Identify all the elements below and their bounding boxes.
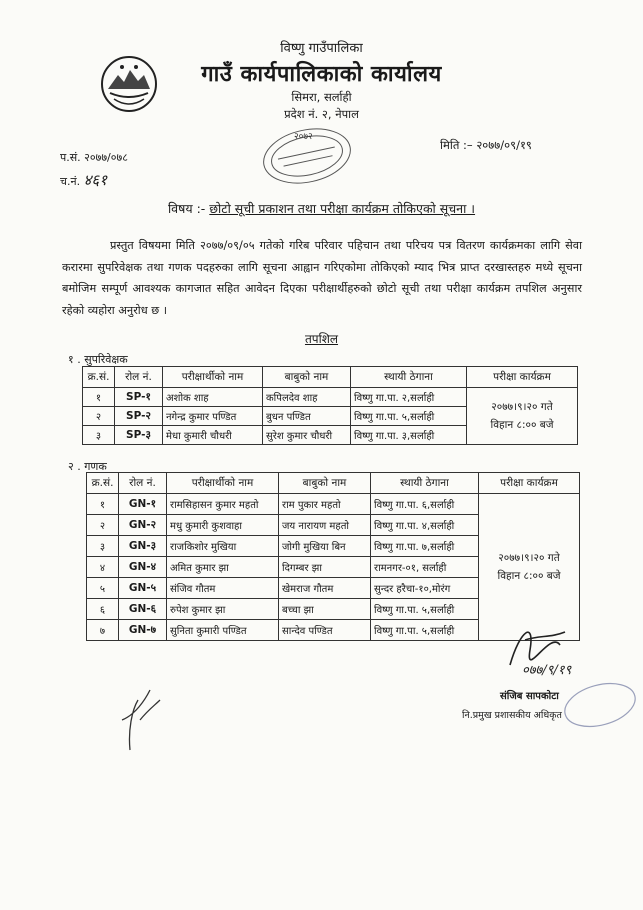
col-sn: क्र.सं. [87,473,119,494]
col-father: बाबुको नाम [263,367,351,388]
cell-name: संजिव गौतम [167,578,279,599]
cell-father: कपिलदेव शाह [263,388,351,407]
letter-date: मिति :– २०७७/०९/१९ [440,138,532,152]
office-place: सिमरा, सर्लाही [291,90,352,104]
cell-father: राम पुकार महतो [279,494,371,515]
col-program: परीक्षा कार्यक्रम [467,367,578,388]
cell-name: नगेन्द्र कुमार पण्डित [163,407,263,426]
cell-roll: GN-१ [119,494,167,515]
tapsil-heading: तपशिल [304,332,339,346]
cell-sn: २ [83,407,115,426]
cell-sn: ३ [87,536,119,557]
cell-father: जोगी मुखिया बिन [279,536,371,557]
cell-sn: ३ [83,426,115,445]
table-header-row [83,367,578,388]
cell-roll: GN-५ [119,578,167,599]
office-title: गाउँ कार्यपालिकाको कार्यालय [201,62,442,87]
cell-roll: GN-२ [119,515,167,536]
cell-sn: ६ [87,599,119,620]
body-paragraph [62,235,582,321]
faded-stamp [560,680,640,730]
cell-address: विष्णु गा.पा. ५,सर्लाही [371,599,479,620]
signatory-name: संजिब सापकोटा [500,691,559,702]
section2-title: २ . गणक [68,460,107,473]
col-program: परीक्षा कार्यक्रम [479,473,580,494]
cell-address: विष्णु गा.पा. ७,सर्लाही [371,536,479,557]
cell-name: मधु कुमारी कुशवाहा [167,515,279,536]
office-seal-stamp [258,125,356,187]
cell-name: रुपेश कुमार झा [167,599,279,620]
col-father: बाबुको नाम [279,473,371,494]
cell-address: विष्णु गा.पा. ४,सर्लाही [371,515,479,536]
cell-name: अमित कुमार झा [167,557,279,578]
cell-father: दिगम्बर झा [279,557,371,578]
cell-father: सुरेश कुमार चौधरी [263,426,351,445]
patra-sankhya: प.सं. २०७७/०७८ [60,151,128,164]
cell-roll: GN-४ [119,557,167,578]
cell-roll: SP-२ [115,407,163,426]
body-text: प्रस्तुत विषयमा मिति २०७७/०९/०५ गतेको गरिब परिवार पहिचान तथा परिचय पत्र वितरण कार्यक्रमका लागि सेवा करारमा सुपरिवेक्षक तथा गणक पदहरुका लागि सूचना आह्वान गरिएकोमा तोकिएको म्याद भित्र प्राप्त दरखास्तहरु मध्ये सूचना बमोजिम सम्पूर्ण आवश्यक कागजात सहित आवेदन दिएका परीक्षार्थीहरुको छोटो सूची तथा परीक्षा कार्यक्रम तपशिल अनुसार रहेको व्यहोरा अनुरोध छ । [62,239,582,317]
cell-sn: १ [87,494,119,515]
cell-father: सान्देव पण्डित [279,620,371,641]
cell-sn: ५ [87,578,119,599]
municipality-name: विष्णु गाउँपालिका [280,41,363,56]
col-address: स्थायी ठेगाना [371,473,479,494]
cell-sn: २ [87,515,119,536]
cell-sn: ४ [87,557,119,578]
table-header-row [87,473,580,494]
handwritten-initials [110,670,170,760]
subject-text: छोटो सूची प्रकाशन तथा परीक्षा कार्यक्रम तोकिएको सूचना । [209,201,476,216]
cell-father: बच्चा झा [279,599,371,620]
cell-sn: १ [83,388,115,407]
cell-name: सुनिता कुमारी पण्डित [167,620,279,641]
exam-time: विहान ८:०० बजे [490,419,554,431]
signatory-title: नि.प्रमुख प्रशासकीय अधिकृत [462,710,562,721]
exam-date: २०७७।९।२० गते [491,401,553,413]
col-sn: क्र.सं. [83,367,115,388]
cell-address: रामनगर-०१, सर्लाही [371,557,479,578]
cell-roll: SP-३ [115,426,163,445]
cell-name: राजकिशोर मुखिया [167,536,279,557]
cell-address: विष्णु गा.पा. ६,सर्लाही [371,494,479,515]
cell-roll: GN-७ [119,620,167,641]
col-address: स्थायी ठेगाना [351,367,467,388]
col-roll: रोल नं. [115,367,163,388]
cell-address: सुन्दर हरैचा-१०,मोरंग [371,578,479,599]
table-row [83,388,578,407]
exam-time: विहान ८:०० बजे [497,570,561,582]
cell-father: जय नारायण महतो [279,515,371,536]
office-province: प्रदेश नं. २, नेपाल [284,107,359,121]
chalani-value: ४६१ [83,171,107,189]
subject-line [0,200,643,217]
cell-father: बुधन पण्डित [263,407,351,426]
cell-address: विष्णु गा.पा. २,सर्लाही [351,388,467,407]
col-roll: रोल नं. [119,473,167,494]
table-row [87,494,580,515]
section1-title: १ . सुपरिवेक्षक [68,353,128,366]
col-name: परीक्षार्थीको नाम [167,473,279,494]
cell-name: अशोक शाह [163,388,263,407]
cell-sn: ७ [87,620,119,641]
chalani-label: च.नं. [60,175,81,188]
cell-address: विष्णु गा.पा. ५,सर्लाही [351,407,467,426]
col-name: परीक्षार्थीको नाम [163,367,263,388]
cell-father: खेमराज गौतम [279,578,371,599]
officer-signature [490,610,600,680]
exam-program-cell [467,388,578,445]
exam-date: २०७७।९।२० गते [498,552,560,564]
chalani-number [60,170,107,190]
cell-address: विष्णु गा.पा. ३,सर्लाही [351,426,467,445]
subject-label: विषय :- [167,201,206,216]
signature-date: ०७७/९/१९ [522,663,572,678]
supervisor-table [82,366,578,445]
cell-address: विष्णु गा.पा. ५,सर्लाही [371,620,479,641]
cell-roll: GN-३ [119,536,167,557]
cell-roll: GN-६ [119,599,167,620]
cell-roll: SP-१ [115,388,163,407]
cell-name: रामसिहासन कुमार महतो [167,494,279,515]
cell-name: मेधा कुमारी चौधरी [163,426,263,445]
seal-year: २०७२ [294,132,313,142]
